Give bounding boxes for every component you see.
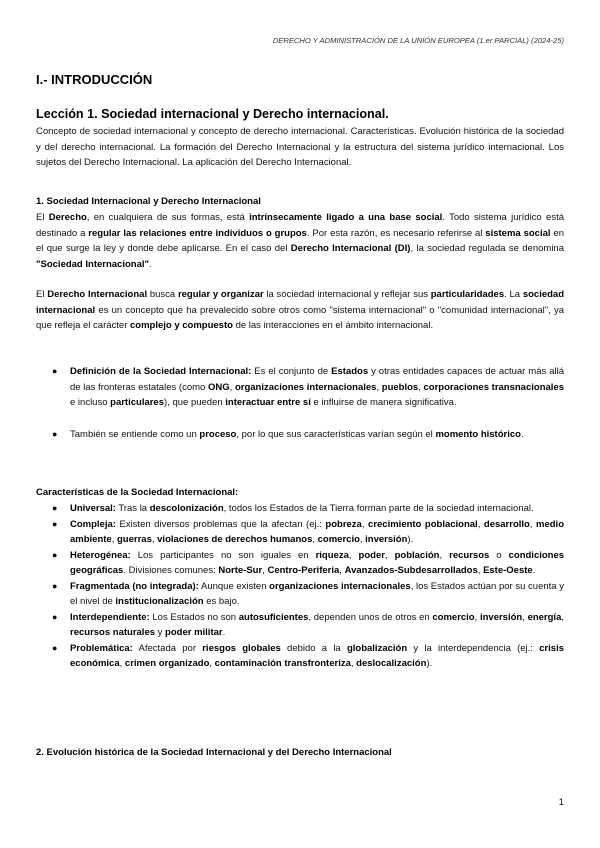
list-item	[52, 501, 564, 517]
bullet-icon: ●	[52, 642, 58, 653]
emphasis-text: comercio	[317, 534, 360, 545]
emphasis-text: "Sociedad Internacional"	[36, 258, 150, 270]
list-item-text: También se entiende como un proceso, por lo que sus características varían según el momento histórico.	[70, 428, 524, 440]
emphasis-text: proceso	[199, 428, 237, 440]
emphasis-text: violaciones de derechos humanos	[157, 534, 313, 545]
emphasis-text: población	[394, 549, 440, 561]
emphasis-text: Derecho Internacional	[47, 289, 148, 300]
emphasis-text: Centro-Periferia	[267, 565, 340, 576]
bullet-icon: ●	[52, 611, 58, 622]
emphasis-text: globalización	[346, 642, 408, 654]
emphasis-text: momento histórico	[435, 428, 521, 440]
section-2-heading: 2. Evolución histórica de la Sociedad Internacional y del Derecho Internacional	[36, 747, 392, 758]
emphasis-text: Fragmentada (no integrada):	[70, 580, 199, 592]
list-item-text: Problemática: Afectada por riesgos globales debido a la globalización y la interdependencia (ej.: crisis económica, crimen organizado, contaminación transfronteriza, deslocalización).	[70, 642, 565, 669]
emphasis-text: crecimiento poblacional	[368, 518, 478, 530]
list-item	[52, 427, 564, 443]
emphasis-text: Definición de la Sociedad Internacional:	[70, 366, 252, 377]
emphasis-text: sistema social	[485, 227, 551, 239]
list-item-text: Heterogénea: Los participantes no son iguales en riqueza, poder, población, recursos o condiciones geográficas. Divisiones comunes: Norte-Sur, Centro-Periferia, Avanzados-Subdesarrollados, Este-Oeste.	[70, 549, 565, 576]
emphasis-text: crisis económica	[70, 642, 565, 669]
bullet-icon: ●	[52, 503, 58, 513]
emphasis-text: guerras	[117, 534, 152, 545]
list-item-text: Interdependiente: Los Estados no son autosuficientes, dependen unos de otros en comercio, inversión, energía, recursos naturales y poder militar.	[70, 611, 564, 638]
emphasis-text: regular las relaciones entre individuos o grupos	[88, 227, 307, 239]
emphasis-text: Interdependiente:	[70, 611, 150, 623]
emphasis-text: poder militar	[165, 627, 223, 638]
section-title: I.- INTRODUCCIÓN	[36, 72, 153, 87]
emphasis-text: descolonización	[149, 503, 224, 514]
running-header: DERECHO Y ADMINISTRACIÓN DE LA UNIÓN EUROPEA (1.er PARCIAL) (2024-25)	[272, 36, 564, 45]
lesson-summary: Concepto de sociedad internacional y concepto de derecho internacional. Características. Evolución histórica de la sociedad y del derecho internacional. La formación del Derecho Internacional y la estructura del sistema jurídico internacional. Los sujetos del Derecho Internacional. La aplicación del Derecho Internacional.	[36, 126, 564, 168]
emphasis-text: inversión	[365, 534, 408, 545]
emphasis-text: Norte-Sur	[218, 565, 263, 576]
emphasis-text: pobreza	[325, 518, 362, 530]
emphasis-text: autosuficientes	[238, 611, 309, 623]
page-number: 1	[558, 797, 564, 808]
emphasis-text: energía	[527, 611, 562, 623]
emphasis-text: Estados	[331, 366, 369, 377]
emphasis-text: Compleja:	[70, 518, 116, 530]
list-item	[52, 610, 564, 641]
paragraph-derecho: El Derecho, en cualquiera de sus formas, está intrínsecamente ligado a una base social. Todo sistema jurídico está destinado a regular las relaciones entre individuos o grupos. Por esta razón, es necesario referirse al sistema social en el que surge la ley y donde debe aplicarse. En el caso del Derecho Internacional (DI), la sociedad regulada se denomina "Sociedad Internacional".	[36, 212, 565, 270]
emphasis-text: inversión	[479, 611, 523, 623]
emphasis-text: pueblos	[381, 381, 419, 393]
emphasis-text: condiciones geográficas	[70, 549, 565, 576]
list-item-text: Fragmentada (no integrada): Aunque existen organizaciones internacionales, los Estados actúan por su cuenta y el nivel de institucionalización es bajo.	[70, 580, 564, 607]
emphasis-text: complejo y compuesto	[130, 320, 233, 331]
list-item-text: Compleja: Existen diversos problemas que la afectan (ej.: pobreza, crecimiento poblacional, desarrollo, medio ambiente, guerras, violaciones de derechos humanos, comercio, inversión).	[70, 518, 564, 545]
emphasis-text: Problemática:	[70, 642, 133, 654]
list-item	[52, 517, 564, 548]
emphasis-text: recursos	[449, 549, 490, 561]
section-1-heading: 1. Sociedad Internacional y Derecho Internacional	[36, 196, 261, 207]
emphasis-text: comercio	[432, 611, 475, 623]
emphasis-text: Universal:	[70, 503, 116, 514]
emphasis-text: organizaciones internacionales	[234, 381, 377, 393]
list-item-text: Universal: Tras la descolonización, todos los Estados de la Tierra forman parte de la sociedad internacional.	[70, 503, 534, 514]
emphasis-text: Avanzados-Subdesarrollados	[344, 565, 478, 576]
list-item	[52, 641, 565, 672]
emphasis-text: sociedad internacional	[36, 289, 565, 316]
emphasis-text: poder	[358, 549, 385, 561]
bullet-icon: ●	[52, 580, 58, 591]
emphasis-text: particularidades	[430, 289, 505, 300]
emphasis-text: organizaciones internacionales	[269, 580, 411, 592]
emphasis-text: contaminación transfronteriza	[214, 658, 351, 669]
emphasis-text: riqueza	[315, 549, 349, 561]
emphasis-text: Derecho	[48, 212, 87, 223]
lesson-title: Lección 1. Sociedad internacional y Derecho internacional.	[36, 107, 389, 121]
emphasis-text: Derecho Internacional (DI)	[290, 243, 411, 254]
bullet-icon: ●	[52, 549, 58, 560]
emphasis-text: interactuar entre sí	[225, 397, 311, 408]
emphasis-text: particulares	[110, 397, 165, 408]
emphasis-text: crimen organizado	[124, 658, 210, 669]
paragraph-derecho-internacional: El Derecho Internacional busca regular y organizar la sociedad internacional y reflejar sus particularidades. La sociedad internacional es un concepto que ha prevalecido sobre otros como "sistema internacional" o "comunidad internacional", ya que refleja el carácter complejo y compuesto de las interacciones en el ámbito internacional.	[36, 289, 565, 331]
emphasis-text: desarrollo	[483, 518, 530, 530]
emphasis-text: deslocalización	[356, 658, 427, 669]
emphasis-text: Este-Oeste	[483, 565, 533, 576]
bullet-icon: ●	[52, 518, 58, 529]
emphasis-text: ONG	[207, 381, 230, 393]
definition-list	[52, 364, 565, 442]
emphasis-text: intrínsecamente ligado a una base social	[249, 212, 443, 223]
emphasis-text: institucionalización	[115, 596, 204, 607]
emphasis-text: regular y organizar	[177, 289, 264, 300]
list-item-text: Definición de la Sociedad Internacional: Es el conjunto de Estados y otras entidades capaces de actuar más allá de las fronteras estatales (como ONG, organizaciones internacionales, pueblos, corporaciones transnacionales e incluso particulares), que pueden interactuar entre sí e influirse de manera significativa.	[70, 366, 565, 408]
emphasis-text: corporaciones transnacionales	[423, 381, 564, 393]
emphasis-text: medio ambiente	[70, 518, 564, 545]
list-item	[52, 579, 564, 610]
characteristics-heading: Características de la Sociedad Internacional:	[36, 487, 239, 498]
emphasis-text: riesgos globales	[202, 642, 281, 654]
list-item	[52, 548, 565, 579]
bullet-icon: ●	[52, 428, 58, 439]
characteristics-list	[52, 501, 565, 672]
list-item	[52, 364, 565, 411]
bullet-icon: ●	[52, 366, 58, 376]
emphasis-text: Heterogénea:	[70, 549, 131, 561]
emphasis-text: recursos naturales	[70, 627, 156, 638]
